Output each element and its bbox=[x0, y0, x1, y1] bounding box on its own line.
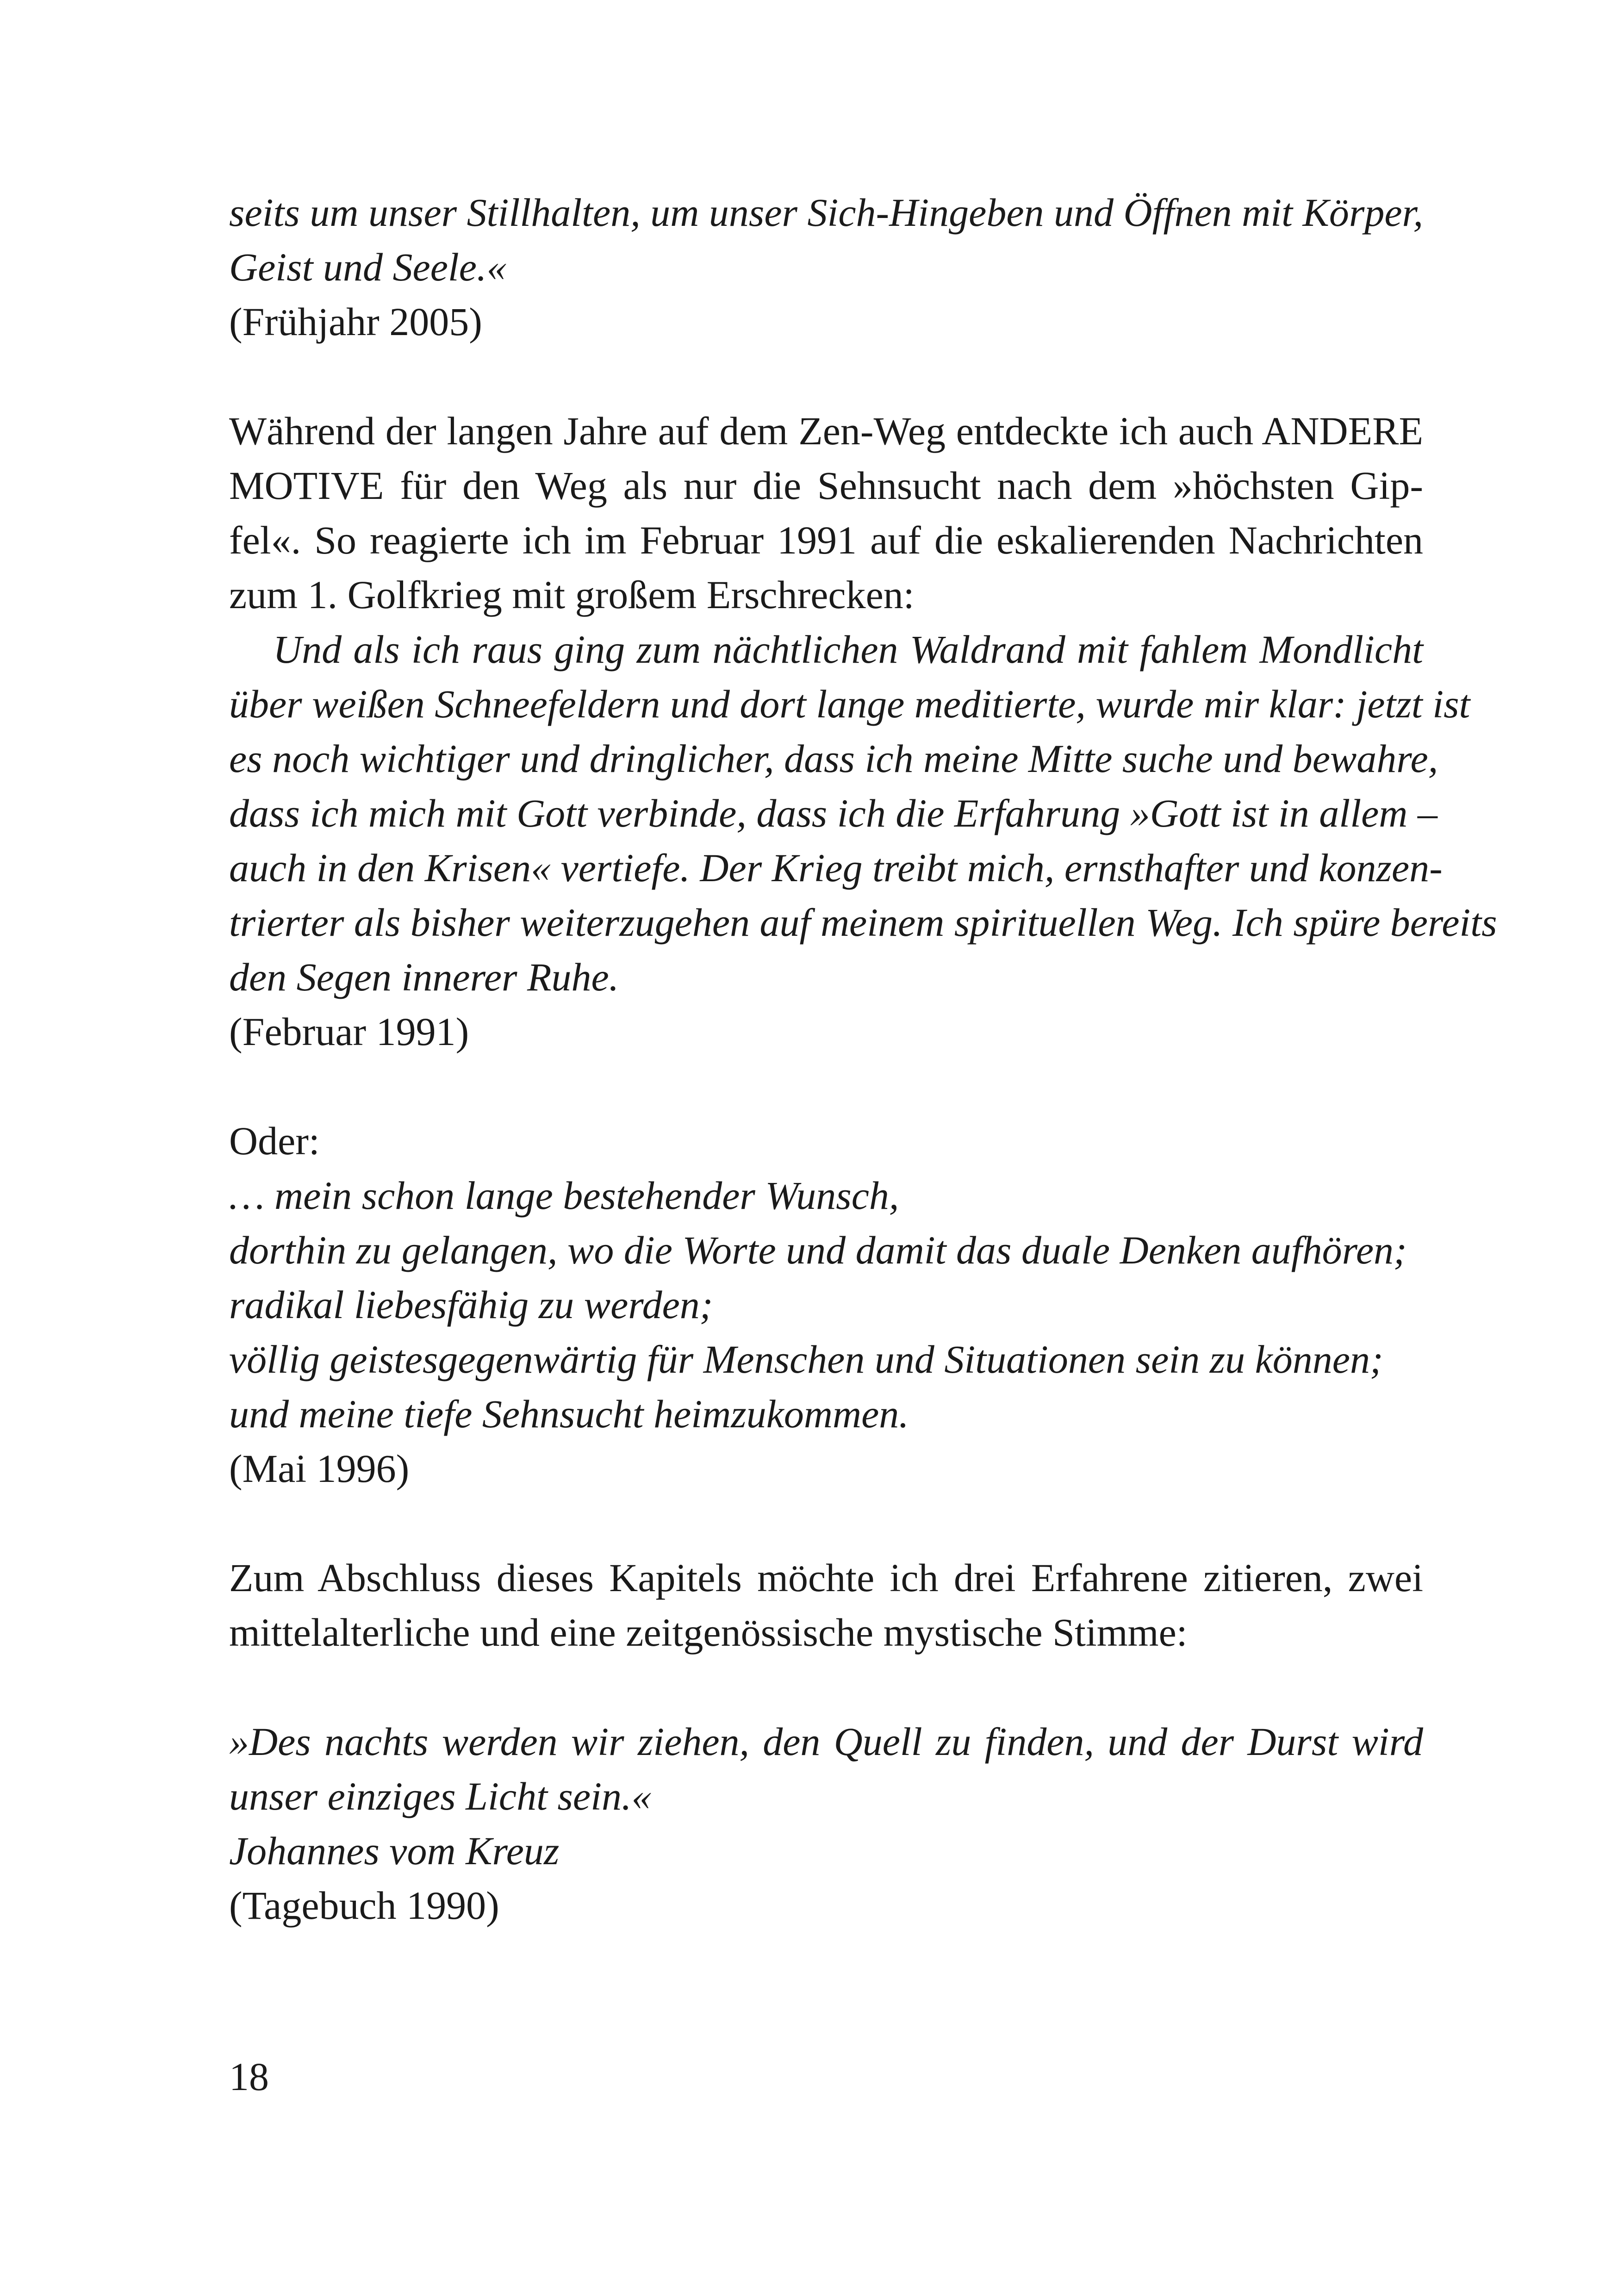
quote-johannes-date: (Tagebuch 1990) bbox=[229, 1883, 499, 1928]
paragraph-motives-line-1: Während der langen Jahre auf dem Zen-Weg entdeckte ich auch ANDERE bbox=[229, 409, 1423, 453]
quote-feb-1991-line-4: dass ich mich mit Gott verbinde, dass ich die Erfahrung »Gott ist in allem – bbox=[229, 791, 1438, 835]
paragraph-motives-line-4: zum 1. Golfkrieg mit großem Erschrecken: bbox=[229, 572, 915, 617]
quote-end-block bbox=[229, 185, 1423, 349]
page-body bbox=[229, 185, 1497, 1933]
oder-label: Oder: bbox=[229, 1119, 320, 1163]
oder-line-2: dorthin zu gelangen, wo die Worte und damit das duale Denken aufhören; bbox=[229, 1228, 1407, 1272]
quote-feb-1991-line-1: Und als ich raus ging zum nächtlichen Waldrand mit fahlem Mondlicht bbox=[273, 627, 1423, 672]
quote-end-date: (Frühjahr 2005) bbox=[229, 299, 482, 344]
quote-johannes-author: Johannes vom Kreuz bbox=[229, 1829, 560, 1873]
oder-line-3: radikal liebesfähig zu werden; bbox=[229, 1282, 713, 1327]
quote-johannes-line-2: unser einziges Licht sein.« bbox=[229, 1774, 652, 1818]
oder-block bbox=[229, 1114, 1423, 1496]
spacer bbox=[229, 1059, 1423, 1114]
quote-feb-1991-date: (Februar 1991) bbox=[229, 1009, 469, 1054]
quote-feb-1991-line-5: auch in den Krisen« vertiefe. Der Krieg treibt mich, ernsthafter und konzen- bbox=[229, 846, 1443, 890]
quote-end-line-1: seits um unser Stillhalten, um unser Sich-Hingeben und Öffnen mit Körper, bbox=[229, 190, 1423, 235]
oder-line-1: … mein schon lange bestehender Wunsch, bbox=[229, 1173, 899, 1218]
quote-feb-1991-line-7: den Segen innerer Ruhe. bbox=[229, 955, 619, 999]
spacer bbox=[229, 1660, 1423, 1714]
paragraph-conclusion-line-2: mittelalterliche und eine zeitgenössische mystische Stimme: bbox=[229, 1610, 1188, 1655]
spacer bbox=[229, 1496, 1423, 1550]
quote-feb-1991-line-2: über weißen Schneefeldern und dort lange meditierte, wurde mir klar: jetzt ist bbox=[229, 682, 1470, 726]
spacer bbox=[229, 349, 1423, 404]
page-number: 18 bbox=[229, 2054, 269, 2099]
quote-feb-1991-line-3: es noch wichtiger und dringlicher, dass ich meine Mitte suche und bewahre, bbox=[229, 736, 1438, 781]
quote-johannes-line-1: »Des nachts werden wir ziehen, den Quell zu finden, und der Durst wird bbox=[229, 1719, 1423, 1764]
quote-end-line-2: Geist und Seele.« bbox=[229, 245, 507, 289]
paragraph-motives-line-3: fel«. So reagierte ich im Februar 1991 auf die eskalierenden Nachrichten bbox=[229, 518, 1423, 562]
paragraph-motives bbox=[229, 404, 1423, 622]
quote-feb-1991-line-6: trierter als bisher weiterzugehen auf meinem spirituellen Weg. Ich spüre bereits bbox=[229, 900, 1497, 945]
quote-feb-1991-block bbox=[229, 622, 1497, 1059]
oder-line-5: und meine tiefe Sehnsucht heimzukommen. bbox=[229, 1392, 909, 1436]
paragraph-conclusion-line-1: Zum Abschluss dieses Kapitels möchte ich drei Erfahrene zitieren, zwei bbox=[229, 1556, 1423, 1600]
oder-line-4: völlig geistesgegenwärtig für Menschen und Situationen sein zu können; bbox=[229, 1337, 1383, 1381]
paragraph-conclusion bbox=[229, 1550, 1423, 1660]
oder-date: (Mai 1996) bbox=[229, 1446, 410, 1491]
paragraph-motives-line-2: MOTIVE für den Weg als nur die Sehnsucht nach dem »höchsten Gip- bbox=[229, 463, 1423, 508]
quote-johannes-block bbox=[229, 1714, 1423, 1933]
